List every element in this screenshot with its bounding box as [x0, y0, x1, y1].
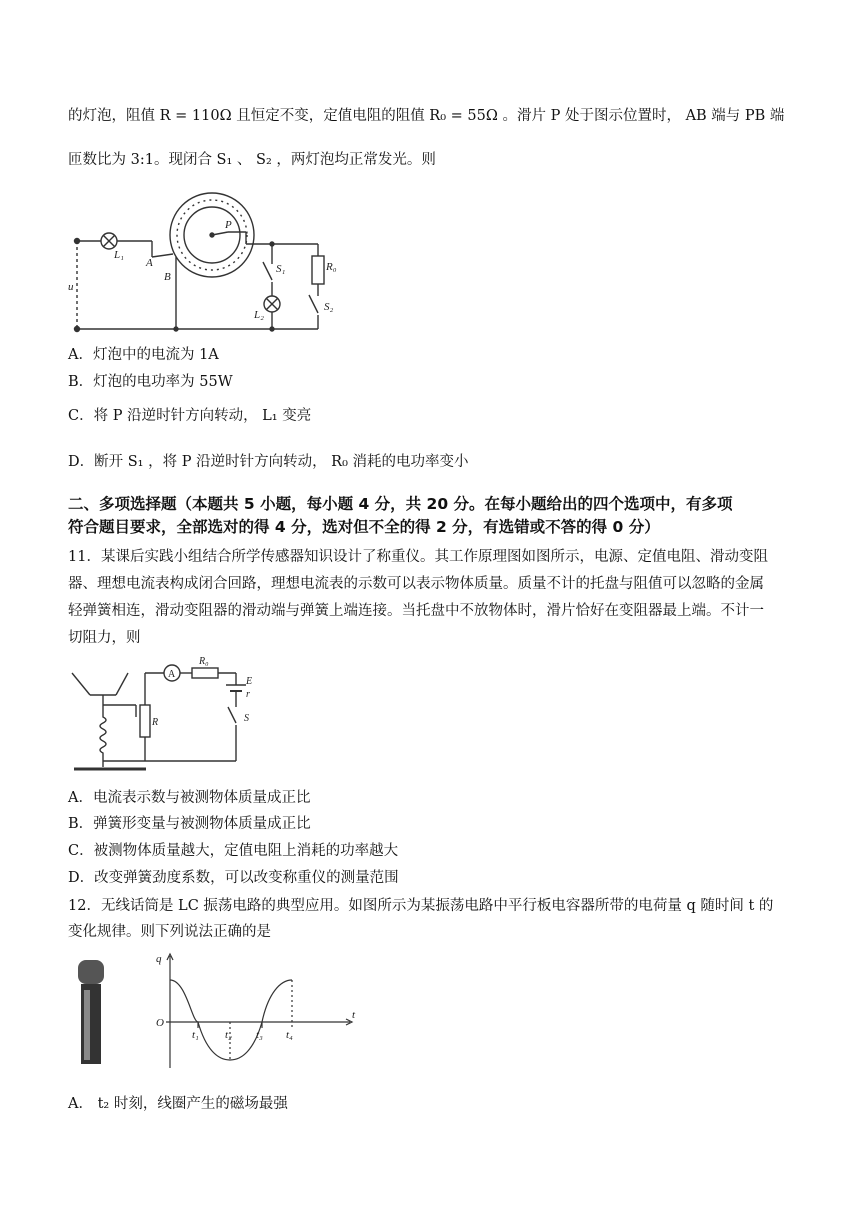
q11-stem-line2: 器、理想电流表构成闭合回路，理想电流表的示数可以表示物体质量。质量不计的托盘与阻值可以忽略的金属: [68, 576, 764, 592]
q10-stem-line1: 的灯泡，阻值 R = 110Ω 且恒定不变，定值电阻的阻值 R₀ = 55Ω 。滑片 P 处于图示位置时， AB 端与 PB 端: [68, 108, 785, 124]
q12-stem-line1: 12．无线话筒是 LC 振荡电路的典型应用。如图所示为某振荡电路中平行板电容器所带的电荷量 q 随时间 t 的: [68, 898, 774, 914]
q11-option-c: C．被测物体质量越大，定值电阻上消耗的功率越大: [68, 843, 399, 859]
q12-figure: [68, 950, 358, 1075]
q11-option-d: D．改变弹簧劲度系数，可以改变称重仪的测量范围: [68, 870, 399, 886]
label-t2: t₂: [225, 1029, 232, 1041]
label-r: r: [246, 689, 250, 700]
q11-option-a: A．电流表示数与被测物体质量成正比: [68, 790, 311, 806]
label-S2: S₂: [324, 301, 334, 313]
label-O: O: [156, 1017, 164, 1029]
q11-stem-line3: 轻弹簧相连，滑动变阻器的滑动端与弹簧上端连接。当托盘中不放物体时，滑片恰好在变阻器最上端。不计一: [68, 603, 764, 619]
q10-circuit-figure: [68, 192, 338, 340]
q10-option-d: D．断开 S₁ ，将 P 沿逆时针方向转动， R₀ 消耗的电功率变小: [68, 454, 469, 470]
q11-option-b: B．弹簧形变量与被测物体质量成正比: [68, 816, 311, 832]
microphone-image: [78, 960, 104, 1064]
label-S: S: [244, 713, 249, 724]
label-R0: R₀: [199, 656, 209, 667]
q12-stem-line2: 变化规律。则下列说法正确的是: [68, 924, 271, 940]
q11-circuit-figure: [68, 655, 258, 780]
label-R0: R₀: [326, 261, 337, 273]
label-t1: t₁: [192, 1029, 199, 1041]
section-heading-line2: 符合题目要求，全部选对的得 4 分，选对但不全的得 2 分，有选错或不答的得 0 分）: [68, 518, 660, 536]
label-P: P: [225, 219, 232, 231]
label-t3: t₃: [256, 1029, 263, 1041]
label-R: R: [152, 717, 159, 728]
label-B: B: [164, 271, 171, 283]
section-heading-line1: 二、多项选择题（本题共 5 小题，每小题 4 分，共 20 分。在每小题给出的四个选项中，有多项: [68, 495, 733, 513]
label-t: t: [352, 1009, 356, 1021]
q10-option-c: C．将 P 沿逆时针方向转动， L₁ 变亮: [68, 408, 312, 424]
q10-option-b: B．灯泡的电功率为 55W: [68, 374, 233, 390]
label-u: u: [68, 281, 74, 293]
label-ammeter: A: [168, 669, 176, 680]
q11-stem-line4: 切阻力，则: [68, 630, 141, 646]
label-q: q: [156, 953, 162, 965]
label-A: A: [146, 257, 153, 269]
label-S1: S₁: [276, 263, 286, 275]
q12-option-a: A． t₂ 时刻，线圈产生的磁场最强: [68, 1096, 288, 1112]
q11-stem-line1: 11．某课后实践小组结合所学传感器知识设计了称重仪。其工作原理图如图所示，电源、定值电阻、滑动变阻: [68, 549, 768, 565]
q10-option-a: A．灯泡中的电流为 1A: [68, 347, 219, 363]
label-L1: L₁: [114, 249, 124, 261]
label-L2: L₂: [254, 309, 264, 321]
q10-stem-line2: 匝数比为 3:1。现闭合 S₁ 、 S₂ ，两灯泡均正常发光。则: [68, 152, 436, 168]
label-t4: t₄: [286, 1029, 293, 1041]
label-E: E: [246, 676, 253, 687]
